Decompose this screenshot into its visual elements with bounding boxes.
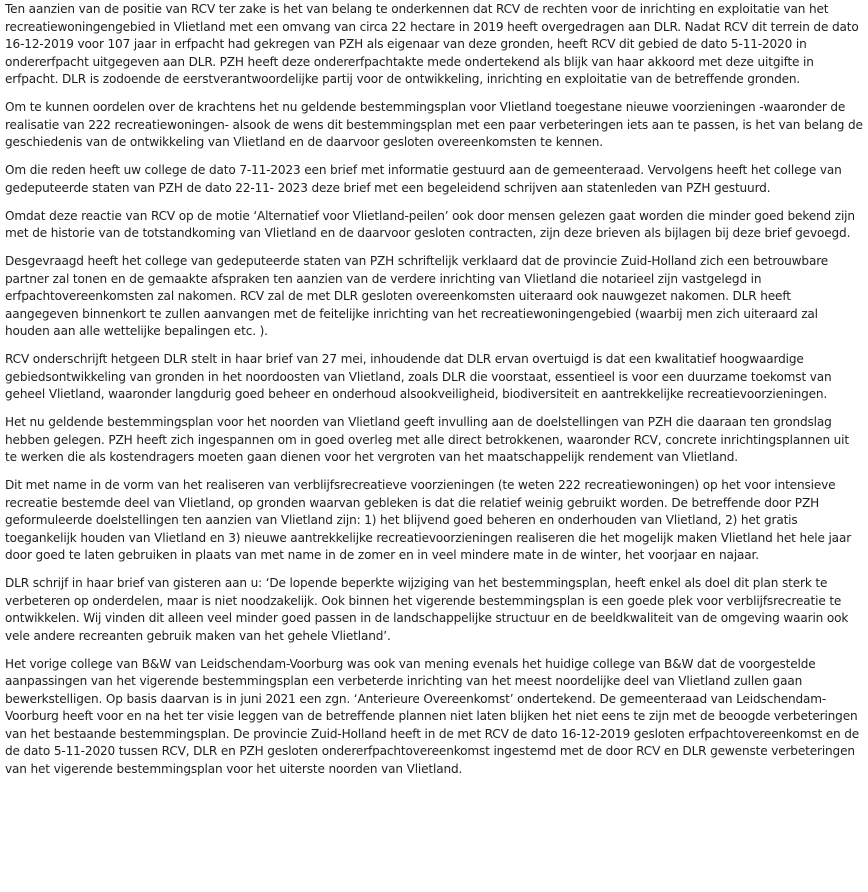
paragraph-4: Omdat deze reactie van RCV op de motie ‘Alternatief voor Vlietland-peilen’ ook door mensen gelezen gaat worden die minder goed bekend zijn met de historie van de totstandkoming van Vlietland en de daarvoor gesloten contracten, zijn deze brieven als bijlagen bij deze brief gevoegd. <box>5 208 855 240</box>
document-body <box>5 1 863 789</box>
paragraph-9: DLR schrijf in haar brief van gisteren aan u: ‘De lopende beperkte wijziging van het bestemmingsplan, heeft enkel als doel dit plan sterk te verbeteren op onderdelen, maar is niet noodzakelijk. Ook binnen het vigerende bestemmingsplan is een goede plek voor verblijfsrecreatie te ontwikkelen. Wij vinden dit alleen veel minder goed passen in de landschappelijke structuur en de beeldkwaliteit van de omgeving waarin ook vele andere recreanten gebruik maken van het gehele Vlietland’. <box>5 576 849 643</box>
paragraph-7: Het nu geldende bestemmingsplan voor het noorden van Vlietland geeft invulling aan de doelstellingen van PZH die daaraan ten grondslag hebben gelegen. PZH heeft zich ingespannen om in goed overleg met alle direct betrokkenen, waaronder RCV, concrete inrichtingsplannen uit te werken die als kostendragers moeten gaan dienen voor het vergroten van het maatschappelijk rendement van Vlietland. <box>5 415 849 464</box>
paragraph-1: Ten aanzien van de positie van RCV ter zake is het van belang te onderkennen dat RCV de rechten voor de inrichting en exploitatie van het recreatiewoningengebied in Vlietland met een omvang van circa 22 hectare in 2019 heeft overgedragen aan DLR. Nadat RCV dit terrein de dato 16-12-2019 voor 107 jaar in erfpacht had gekregen van PZH als eigenaar van deze gronden, heeft RCV dit gebied de dato 5-11-2020 in ondererfpacht uitgegeven aan DLR. PZH heeft deze ondererfpachtakte mede ondertekend als blijk van haar akkoord met deze uitgifte in erfpacht. DLR is zodoende de eerstverantwoordelijke partij voor de ontwikkeling, inrichting en exploitatie van de betreffende gronden. <box>5 2 859 86</box>
paragraph-6: RCV onderschrijft hetgeen DLR stelt in haar brief van 27 mei, inhoudende dat DLR ervan overtuigd is dat een kwalitatief hoogwaardige gebiedsontwikkeling van gronden in het noordoosten van Vlietland, zoals DLR die voorstaat, essentieel is voor een duurzame toekomst van geheel Vlietland, waaronder langdurig goed beheer en onderhoud alsookveiligheid, biodiversiteit en aantrekkelijke recreatievoorzieningen. <box>5 352 832 401</box>
paragraph-2: Om te kunnen oordelen over de krachtens het nu geldende bestemmingsplan voor Vlietland toegestane nieuwe voorzieningen -waaronder de realisatie van 222 recreatiewoningen- alsook de wens dit bestemmingsplan met een paar verbeteringen iets aan te passen, is het van belang de geschiedenis van de ontwikkeling van Vlietland en de daarvoor gesloten overeenkomsten te kennen. <box>5 100 863 149</box>
paragraph-3: Om die reden heeft uw college de dato 7-11-2023 een brief met informatie gestuurd aan de gemeenteraad. Vervolgens heeft het college van gedeputeerde staten van PZH de dato 22-11- 2023 deze brief met een begeleidend schrijven aan statenleden van PZH gestuurd. <box>5 163 842 195</box>
paragraph-8: Dit met name in de vorm van het realiseren van verblijfsrecreatieve voorzieningen (te weten 222 recreatiewoningen) op het voor intensieve recreatie bestemde deel van Vlietland, op gronden waarvan gebleken is dat die relatief weinig gebruikt worden. De betreffende door PZH geformuleerde doelstellingen ten aanzien van Vlietland zijn: 1) het blijvend goed beheren en onderhouden van Vlietland, 2) het gratis toegankelijk houden van Vlietland en 3) nieuwe aantrekkelijke recreatievoorzieningen realiseren die het mogelijk maken Vlietland het hele jaar door goed te laten gebruiken in plaats van met name in de zomer en in veel mindere mate in de winter, het voorjaar en najaar. <box>5 478 852 562</box>
paragraph-5: Desgevraagd heeft het college van gedeputeerde staten van PZH schriftelijk verklaard dat de provincie Zuid-Holland zich een betrouwbare partner zal tonen en de gemaakte afspraken ten aanzien van de verdere inrichting van Vlietland die notarieel zijn vastgelegd in erfpachtovereenkomsten zal nakomen. RCV zal de met DLR gesloten overeenkomsten uiteraard ook nauwgezet nakomen. DLR heeft aangegeven binnenkort te zullen aanvangen met de feitelijke inrichting van het recreatiewoningengebied (waarbij men zich uiteraard zal houden aan alle wettelijke bepalingen etc. ). <box>5 254 829 338</box>
paragraph-10: Het vorige college van B&W van Leidschendam-Voorburg was ook van mening evenals het huidige college van B&W dat de voorgestelde aanpassingen van het vigerende bestemmingsplan een verbeterde inrichting van het meest noordelijke deel van Vlietland zullen gaan bewerkstelligen. Op basis daarvan is in juni 2021 een zgn. ‘Anterieure Overeenkomst’ ondertekend. De gemeenteraad van Leidschendam-Voorburg heeft voor en na het ter visie leggen van de betreffende plannen niet laten blijken het niet eens te zijn met de beoogde verbeteringen van het bestaande bestemmingsplan. De provincie Zuid-Holland heeft in de met RCV de dato 16-12-2019 gesloten erfpachtovereenkomst en de de dato 5-11-2020 tussen RCV, DLR en PZH gesloten ondererfpachtovereenkomst ingestemd met de door RCV en DLR gewenste verbeteringen van het vigerende bestemmingsplan voor het uiterste noorden van Vlietland. <box>5 656 860 776</box>
